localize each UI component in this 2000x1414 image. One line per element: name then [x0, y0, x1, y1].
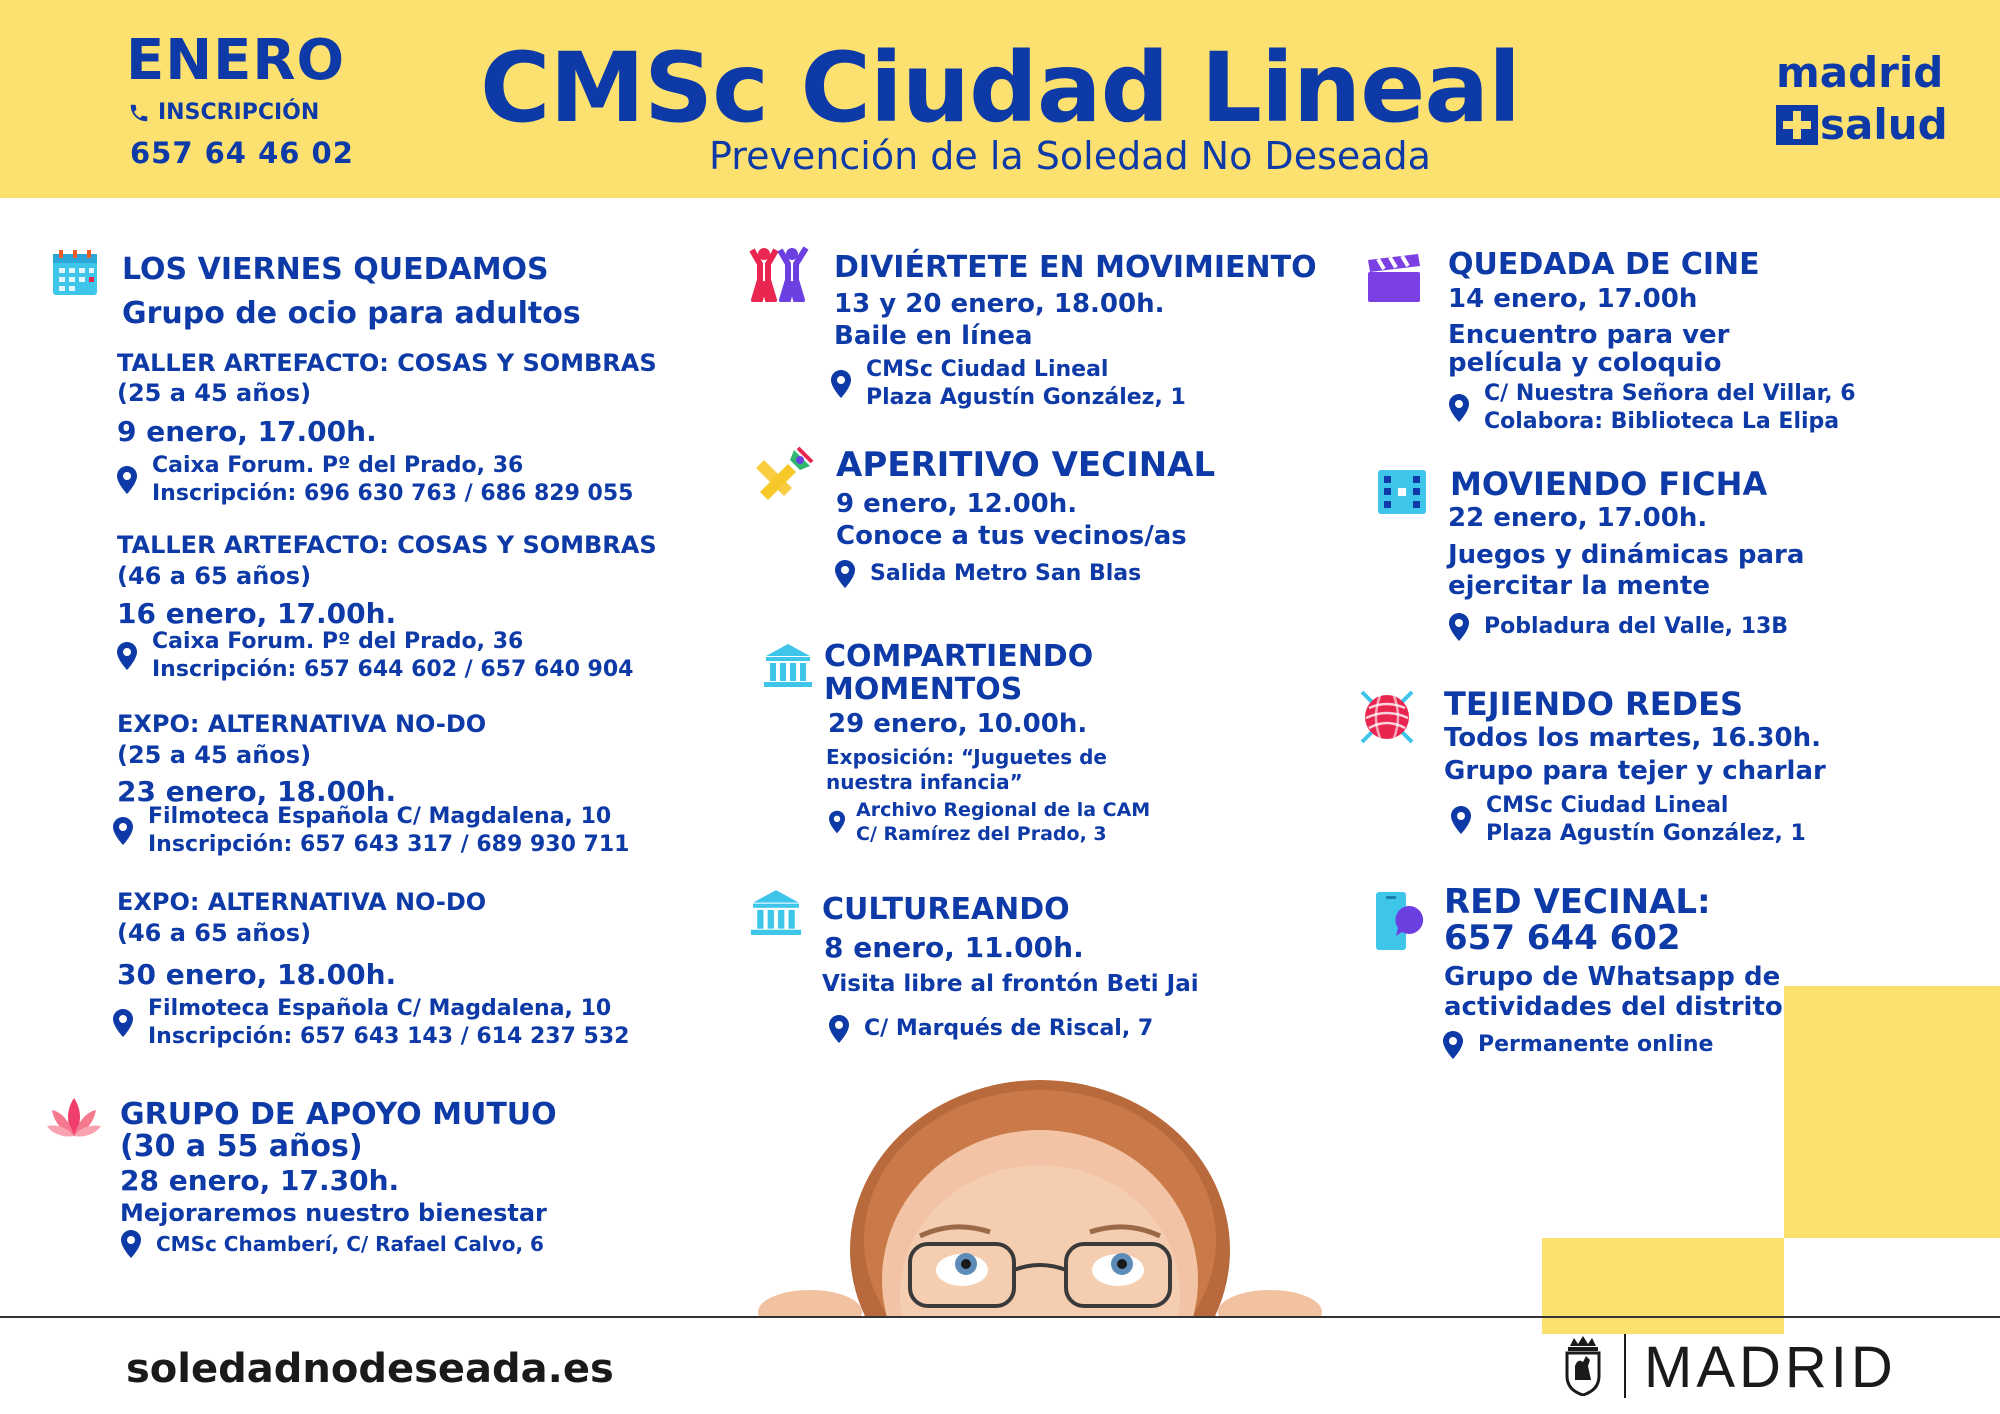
- ficha-date: 22 enero, 17.00h.: [1448, 503, 1708, 533]
- madrid-salud-logo-top: madrid: [1776, 48, 1944, 97]
- location-pin-icon: [116, 641, 138, 671]
- viernes-title: LOS VIERNES QUEDAMOS: [122, 252, 549, 287]
- decorative-yellow-block: [1542, 1238, 1784, 1334]
- compartiendo-date: 29 enero, 10.00h.: [828, 709, 1088, 739]
- location-pin-icon: [1442, 1030, 1464, 1060]
- compartiendo-title-line2: MOMENTOS: [824, 672, 1023, 707]
- red-location: [1442, 1030, 1713, 1060]
- aperitivo-location: [834, 559, 1141, 589]
- event-title: TALLER ARTEFACTO: COSAS Y SOMBRAS: [117, 349, 657, 377]
- compartiendo-desc-line2: nuestra infancia”: [826, 770, 1023, 794]
- clapperboard-icon: [1366, 254, 1422, 304]
- location-pin-icon: [112, 1008, 134, 1038]
- cultureando-date: 8 enero, 11.00h.: [824, 931, 1084, 964]
- compartiendo-location: [828, 798, 1150, 846]
- event-date: 30 enero, 18.00h.: [117, 958, 397, 991]
- decorative-yellow-block: [1784, 986, 2000, 1238]
- location-line: C/ Ramírez del Prado, 3: [856, 823, 1107, 845]
- cheers-icon: [754, 446, 814, 504]
- header-band: [0, 0, 2000, 198]
- event-ages: (46 a 65 años): [117, 562, 312, 590]
- madrid-crest-icon: [1564, 1336, 1602, 1396]
- cultureando-desc: Visita libre al frontón Beti Jai: [822, 971, 1199, 997]
- location-line: CMSc Ciudad Lineal: [1486, 793, 1729, 818]
- viernes-subtitle: Grupo de ocio para adultos: [122, 296, 581, 331]
- cine-location: [1448, 380, 1856, 436]
- event-location: [116, 628, 633, 684]
- footer-url[interactable]: soledadnodeseada.es: [126, 1346, 614, 1392]
- event-ages: (25 a 45 años): [117, 379, 312, 407]
- peeking-woman-illustration: [740, 1080, 1340, 1316]
- location-pin-icon: [120, 1229, 142, 1259]
- event-title: EXPO: ALTERNATIVA NO-DO: [117, 888, 487, 916]
- movimiento-desc: Baile en línea: [834, 321, 1033, 351]
- location-pin-icon: [1448, 393, 1470, 423]
- location-pin-icon: [834, 559, 856, 589]
- location-pin-icon: [1448, 612, 1470, 642]
- red-title-line2: 657 644 602: [1444, 918, 1681, 958]
- location-line: Inscripción: 657 643 143 / 614 237 532: [148, 1024, 630, 1049]
- event-date: 16 enero, 17.00h.: [117, 597, 397, 630]
- event-date: 23 enero, 18.00h.: [117, 775, 397, 808]
- redes-date: Todos los martes, 16.30h.: [1444, 723, 1821, 753]
- cultureando-title: CULTUREANDO: [822, 892, 1070, 927]
- location-pin-icon: [828, 810, 846, 834]
- location-line: Pobladura del Valle, 13B: [1484, 614, 1789, 639]
- apoyo-desc: Mejoraremos nuestro bienestar: [120, 1199, 547, 1227]
- movimiento-title: DIVIÉRTETE EN MOVIMIENTO: [834, 250, 1317, 285]
- dice-icon: [1378, 470, 1426, 514]
- movimiento-location: [830, 356, 1186, 412]
- apoyo-title: GRUPO DE APOYO MUTUO: [120, 1097, 557, 1132]
- event-title: TALLER ARTEFACTO: COSAS Y SOMBRAS: [117, 531, 657, 559]
- location-line: Caixa Forum. Pº del Prado, 36: [152, 453, 524, 478]
- page-subtitle: Prevención de la Soledad No Deseada: [709, 134, 1431, 178]
- red-title-line1: RED VECINAL:: [1444, 882, 1711, 922]
- madrid-city-logo: MADRID: [1644, 1335, 1897, 1400]
- redes-desc: Grupo para tejer y charlar: [1444, 756, 1826, 786]
- footer-separator: [1624, 1334, 1626, 1398]
- ficha-location: [1448, 612, 1788, 642]
- museum-icon: [750, 888, 802, 936]
- event-date: 9 enero, 17.00h.: [117, 415, 377, 448]
- cine-desc-line1: Encuentro para ver: [1448, 320, 1730, 350]
- redes-location: [1450, 792, 1806, 848]
- event-ages: (46 a 65 años): [117, 919, 312, 947]
- ficha-desc-line2: ejercitar la mente: [1448, 571, 1710, 601]
- redes-title: TEJIENDO REDES: [1444, 685, 1744, 723]
- aperitivo-desc: Conoce a tus vecinos/as: [836, 521, 1187, 551]
- yarn-icon: [1356, 686, 1418, 748]
- dancers-icon: [746, 246, 810, 302]
- inscription-label: INSCRIPCIÓN: [158, 100, 320, 125]
- location-line: Salida Metro San Blas: [870, 561, 1142, 586]
- page-title: CMSc Ciudad Lineal: [479, 32, 1520, 144]
- location-line: Inscripción: 657 643 317 / 689 930 711: [148, 832, 630, 857]
- location-line: Archivo Regional de la CAM: [856, 799, 1151, 821]
- location-line: CMSc Chamberí, C/ Rafael Calvo, 6: [156, 1232, 544, 1256]
- location-line: Permanente online: [1478, 1032, 1714, 1057]
- inscription-phone: 657 64 46 02: [130, 136, 354, 170]
- ficha-title: MOVIENDO FICHA: [1450, 465, 1768, 503]
- cine-desc-line2: película y coloquio: [1448, 348, 1722, 378]
- madrid-salud-logo-bottom: [1776, 100, 1948, 149]
- event-location: [112, 803, 629, 859]
- event-ages: (25 a 45 años): [117, 741, 312, 769]
- event-location: [112, 995, 629, 1051]
- logo-salud-text: salud: [1820, 100, 1948, 149]
- red-desc-line2: actividades del distrito: [1444, 992, 1783, 1022]
- location-line: Colabora: Biblioteca La Elipa: [1484, 409, 1840, 434]
- footer-divider: [0, 1316, 2000, 1318]
- location-line: Filmoteca Española C/ Magdalena, 10: [148, 804, 612, 829]
- location-pin-icon: [828, 1014, 850, 1044]
- cine-date: 14 enero, 17.00h: [1448, 284, 1698, 314]
- location-line: Inscripción: 696 630 763 / 686 829 055: [152, 481, 634, 506]
- apoyo-ages: (30 a 55 años): [120, 1129, 363, 1164]
- chat-phone-icon: [1374, 892, 1430, 952]
- location-pin-icon: [112, 816, 134, 846]
- location-line: C/ Nuestra Señora del Villar, 6: [1484, 381, 1856, 406]
- location-pin-icon: [1450, 805, 1472, 835]
- location-line: Inscripción: 657 644 602 / 657 640 904: [152, 657, 634, 682]
- cine-title: QUEDADA DE CINE: [1448, 247, 1760, 282]
- location-line: Caixa Forum. Pº del Prado, 36: [152, 629, 524, 654]
- museum-icon: [764, 642, 812, 688]
- compartiendo-desc-line1: Exposición: “Juguetes de: [826, 745, 1107, 769]
- location-line: Filmoteca Española C/ Magdalena, 10: [148, 996, 612, 1021]
- lotus-icon: [46, 1096, 102, 1140]
- compartiendo-title-line1: COMPARTIENDO: [824, 639, 1094, 674]
- location-pin-icon: [116, 465, 138, 495]
- calendar-icon: [52, 250, 98, 296]
- location-line: Plaza Agustín González, 1: [1486, 821, 1806, 846]
- cultureando-location: [828, 1014, 1153, 1044]
- aperitivo-date: 9 enero, 12.00h.: [836, 489, 1078, 519]
- movimiento-date: 13 y 20 enero, 18.00h.: [834, 289, 1165, 319]
- apoyo-location: [120, 1229, 544, 1259]
- location-line: C/ Marqués de Riscal, 7: [864, 1016, 1154, 1041]
- event-title: EXPO: ALTERNATIVA NO-DO: [117, 710, 487, 738]
- event-location: [116, 452, 633, 508]
- location-pin-icon: [830, 369, 852, 399]
- location-line: CMSc Ciudad Lineal: [866, 357, 1109, 382]
- plus-cross-icon: [1776, 105, 1818, 145]
- location-line: Plaza Agustín González, 1: [866, 385, 1186, 410]
- ficha-desc-line1: Juegos y dinámicas para: [1448, 540, 1805, 570]
- apoyo-date: 28 enero, 17.30h.: [120, 1164, 400, 1197]
- month-label: ENERO: [126, 28, 346, 93]
- red-desc-line1: Grupo de Whatsapp de: [1444, 962, 1781, 992]
- aperitivo-title: APERITIVO VECINAL: [836, 445, 1216, 485]
